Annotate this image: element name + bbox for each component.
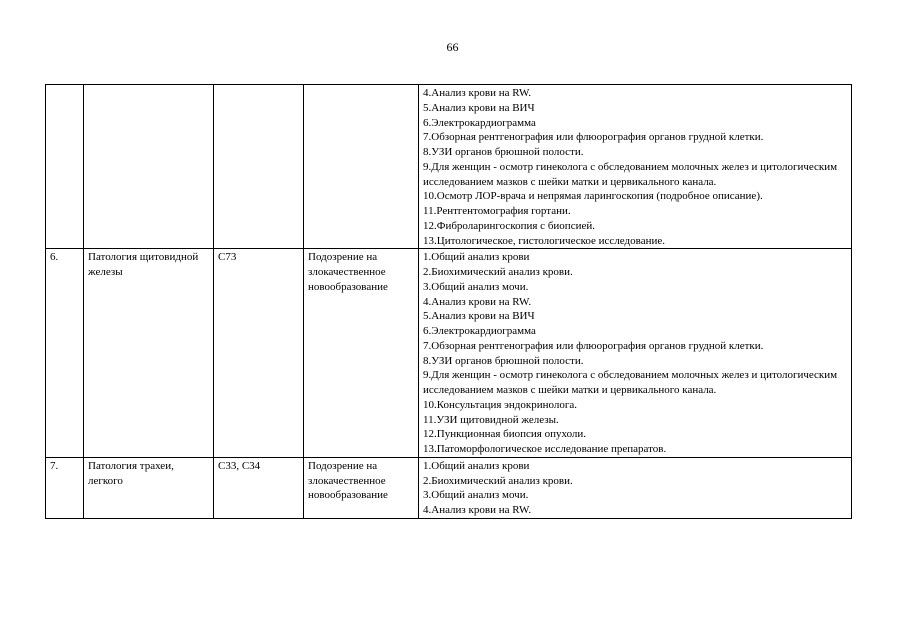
examination-item: 7.Обзорная рентгенография или флюорография органов грудной клетки. [423, 131, 764, 144]
examination-item: 4.Анализ крови на RW. [423, 295, 532, 308]
examination-item: 3.Общий анализ мочи. [423, 280, 529, 293]
examination-item: 7.Обзорная рентгенография или флюорография органов грудной клетки. [423, 339, 764, 352]
pathology-name-cell [84, 85, 214, 249]
page-number: 66 [446, 40, 459, 54]
examination-item: 5.Анализ крови на ВИЧ [423, 310, 535, 323]
icd-code-cell [214, 85, 304, 249]
condition-cell: Подозрение на злокачественное новообразование [304, 457, 419, 518]
examination-item: 2.Биохимический анализ крови. [423, 474, 573, 487]
examination-item: 10.Консультация эндокринолога. [423, 398, 577, 411]
table-row [46, 85, 852, 249]
condition-cell [304, 85, 419, 249]
examination-item: 1.Общий анализ крови [423, 459, 530, 472]
table-body [46, 85, 852, 519]
examination-item: 2.Биохимический анализ крови. [423, 266, 573, 278]
examination-item: 6.Электрокардиограмма [423, 325, 536, 337]
examination-item: 5.Анализ крови на ВИЧ [423, 101, 535, 114]
examination-item: 9.Для женщин - осмотр гинеколога с обследованием молочных желез и цитологическим исследованием мазков с шейки матки и цервикального канала. [423, 160, 838, 188]
condition-cell: Подозрение на злокачественное новообразование [304, 249, 419, 458]
examinations-cell [419, 457, 852, 518]
examination-item: 8.УЗИ органов брюшной полости. [423, 354, 584, 367]
examination-item: 4.Анализ крови на RW. [423, 87, 532, 99]
examination-item: 3.Общий анализ мочи. [423, 489, 529, 502]
examination-item: 13.Цитологическое, гистологическое исследование. [423, 234, 665, 247]
pathology-name-cell: Патология щитовидной железы [84, 249, 214, 458]
table-row [46, 249, 852, 458]
examinations-cell [419, 85, 852, 249]
examination-item: 8.УЗИ органов брюшной полости. [423, 146, 584, 158]
examinations-cell [419, 249, 852, 458]
examination-item: 12.Фиброларингоскопия с биопсией. [423, 219, 595, 232]
icd-code-cell: С33, С34 [214, 457, 304, 518]
examination-item: 10.Осмотр ЛОР-врача и непрямая ларингоскопия (подробное описание). [423, 190, 763, 203]
examination-item: 6.Электрокардиограмма [423, 116, 536, 129]
examination-item: 4.Анализ крови на RW. [423, 504, 532, 516]
examination-item: 13.Патоморфологическое исследование препаратов. [423, 443, 667, 455]
examination-item: 11.Рентгентомография гортани. [423, 205, 571, 217]
pathology-name-cell: Патология трахеи, легкого [84, 457, 214, 518]
icd-code-cell: С73 [214, 249, 304, 458]
examination-item: 1.Общий анализ крови [423, 251, 530, 264]
examination-item: 12.Пункционная биопсия опухоли. [423, 428, 587, 441]
row-number-cell: 7. [46, 457, 84, 518]
row-number-cell [46, 85, 84, 249]
examination-item: 9.Для женщин - осмотр гинеколога с обследованием молочных желез и цитологическим исследованием мазков с шейки матки и цервикального канала. [423, 369, 838, 396]
row-number-cell: 6. [46, 249, 84, 458]
table-row [46, 457, 852, 518]
examination-item: 11.УЗИ щитовидной железы. [423, 413, 559, 426]
examination-table [45, 84, 852, 519]
